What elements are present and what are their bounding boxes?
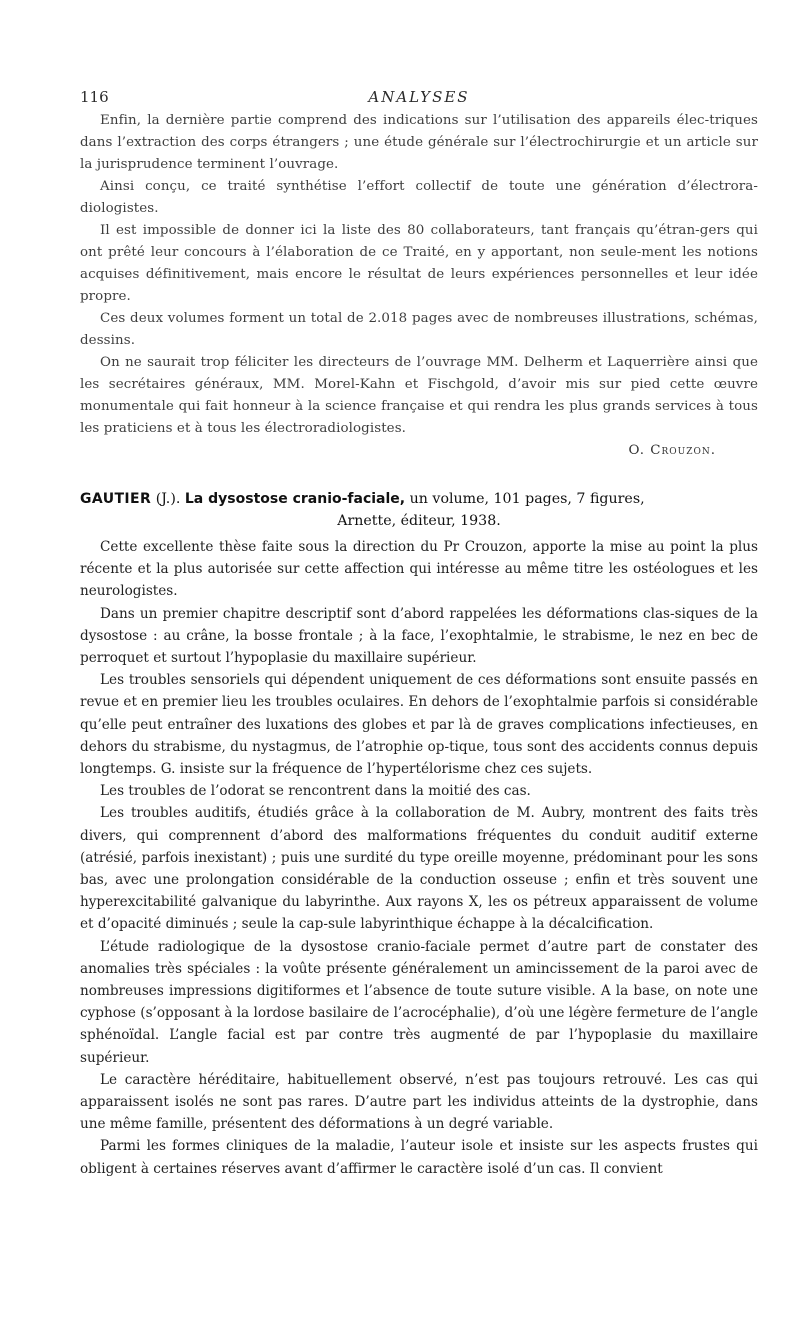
paragraph: Il est impossible de donner ici la liste des 80 collaborateurs, tant français qu’étran-gers qui ont prêté leur concours à l’élaboration de ce Traité, en y apportant, non seule-ment les notions acquises définitivement, mais encore le résultat de leurs expériences personnelles et leur idée propre. <box>80 223 758 304</box>
paragraph: Enfin, la dernière partie comprend des indications sur l’utilisation des appareils élec-triques dans l’extraction des corps étrangers ; une étude générale sur l’électrochirurgie et un article sur la jurisprudence terminent l’ouvrage. <box>80 113 758 172</box>
paragraph: Parmi les formes cliniques de la maladie, l’auteur isole et insiste sur les aspects frustes qui obligent à certaines réserves avant d’affirmer le caractère isolé d’un cas. Il convient <box>80 1138 758 1177</box>
paragraph: Cette excellente thèse faite sous la direction du Pr Crouzon, apporte la mise au point la plus récente et la plus autorisée sur cette affection qui intéresse au même titre les ostéologues et les neurologistes. <box>80 539 758 600</box>
paragraph: On ne saurait trop féliciter les directeurs de l’ouvrage MM. Delherm et Laquerrière ainsi que les secrétaires généraux, MM. Morel-Kahn et Fischgold, d’avoir mis sur pied cette œuvre monumentale qui fait honneur à la science française et qui rendra les plus grands services à tous les praticiens et à tous les électroradiologistes. <box>80 355 758 436</box>
paragraph: L’étude radiologique de la dysostose cranio-faciale permet d’autre part de constater des anomalies très spéciales : la voûte présente généralement un amincissement de la paroi avec de nombreuses impressions digitiformes et l’absence de toute suture visible. A la base, on note une cyphose (s’opposant à la lordose basilaire de l’acrocéphalie), d’où une légère fermeture de l’angle sphénoïdal. L’angle facial est par contre très augmenté de par l’hypoplasie du maxillaire supérieur. <box>80 938 759 1066</box>
book-author: GAUTIER <box>80 491 152 507</box>
paragraph: Dans un premier chapitre descriptif sont d’abord rappelées les déformations clas-siques de la dysostose : au crâne, la bosse frontale ; à la face, l’exophtalmie, le strabisme, le nez en bec de perroquet et surtout l’hypoplasie du maxillaire supérieur. <box>80 605 758 667</box>
page-number: 116 <box>80 88 109 106</box>
review-heading <box>80 488 758 532</box>
paragraph: Les troubles auditifs, étudiés grâce à la collaboration de M. Aubry, montrent des faits très divers, qui comprennent d’abord des malformations fréquentes du conduit auditif externe (atrésié, parfois inexistant) ; puis une surdité du type oreille moyenne, prédominant pour les sons bas, avec une prolongation considérable de la conduction osseuse ; enfin et très souvent une hyperexcitabilité galvanique du labyrinthe. Aux rayons X, les os pétreux apparaissent de volume et d’opacité diminués ; seule la cap-sule labyrinthique échappe à la décalcification. <box>80 805 758 933</box>
running-title: ANALYSES <box>368 88 470 106</box>
running-head <box>80 84 758 110</box>
author-initial: (J.). <box>155 491 181 507</box>
paragraph: Les troubles sensoriels qui dépendent uniquement de ces déformations sont ensuite passés en revue et en premier lieu les troubles oculaires. En dehors de l’exophtalmie parfois si considérable qu’elle peut entraîner des luxations des globes et par là de graves complications infectieuses, en dehors du strabisme, du nystagmus, de l’atrophie op-tique, tous sont des accidents connus depuis longtemps. G. insiste sur la fréquence de l’hypertélorisme chez ces sujets. <box>80 672 758 778</box>
second-review <box>80 536 758 1180</box>
document-page <box>80 84 758 1180</box>
paragraph: Ces deux volumes forment un total de 2.018 pages avec de nombreuses illustrations, schémas, dessins. <box>80 311 758 348</box>
book-publisher: Arnette, éditeur, 1938. <box>337 513 501 529</box>
book-details: un volume, 101 pages, 7 figures, <box>409 491 645 507</box>
reviewer-signature: O. Crouzon. <box>628 443 716 458</box>
first-review <box>80 110 758 462</box>
paragraph: Les troubles de l’odorat se rencontrent dans la moitié des cas. <box>100 783 531 800</box>
paragraph: Ainsi conçu, ce traité synthétise l’effort collectif de toute une génération d’électrora-diologistes. <box>80 179 758 216</box>
book-title: La dysostose cranio-faciale, <box>184 491 406 507</box>
paragraph: Le caractère héréditaire, habituellement observé, n’est pas toujours retrouvé. Les cas qui apparaissent isolés ne sont pas rares. D’autre part les individus atteints de la dystrophie, dans une même famille, présentent des déformations à un degré variable. <box>80 1071 758 1133</box>
